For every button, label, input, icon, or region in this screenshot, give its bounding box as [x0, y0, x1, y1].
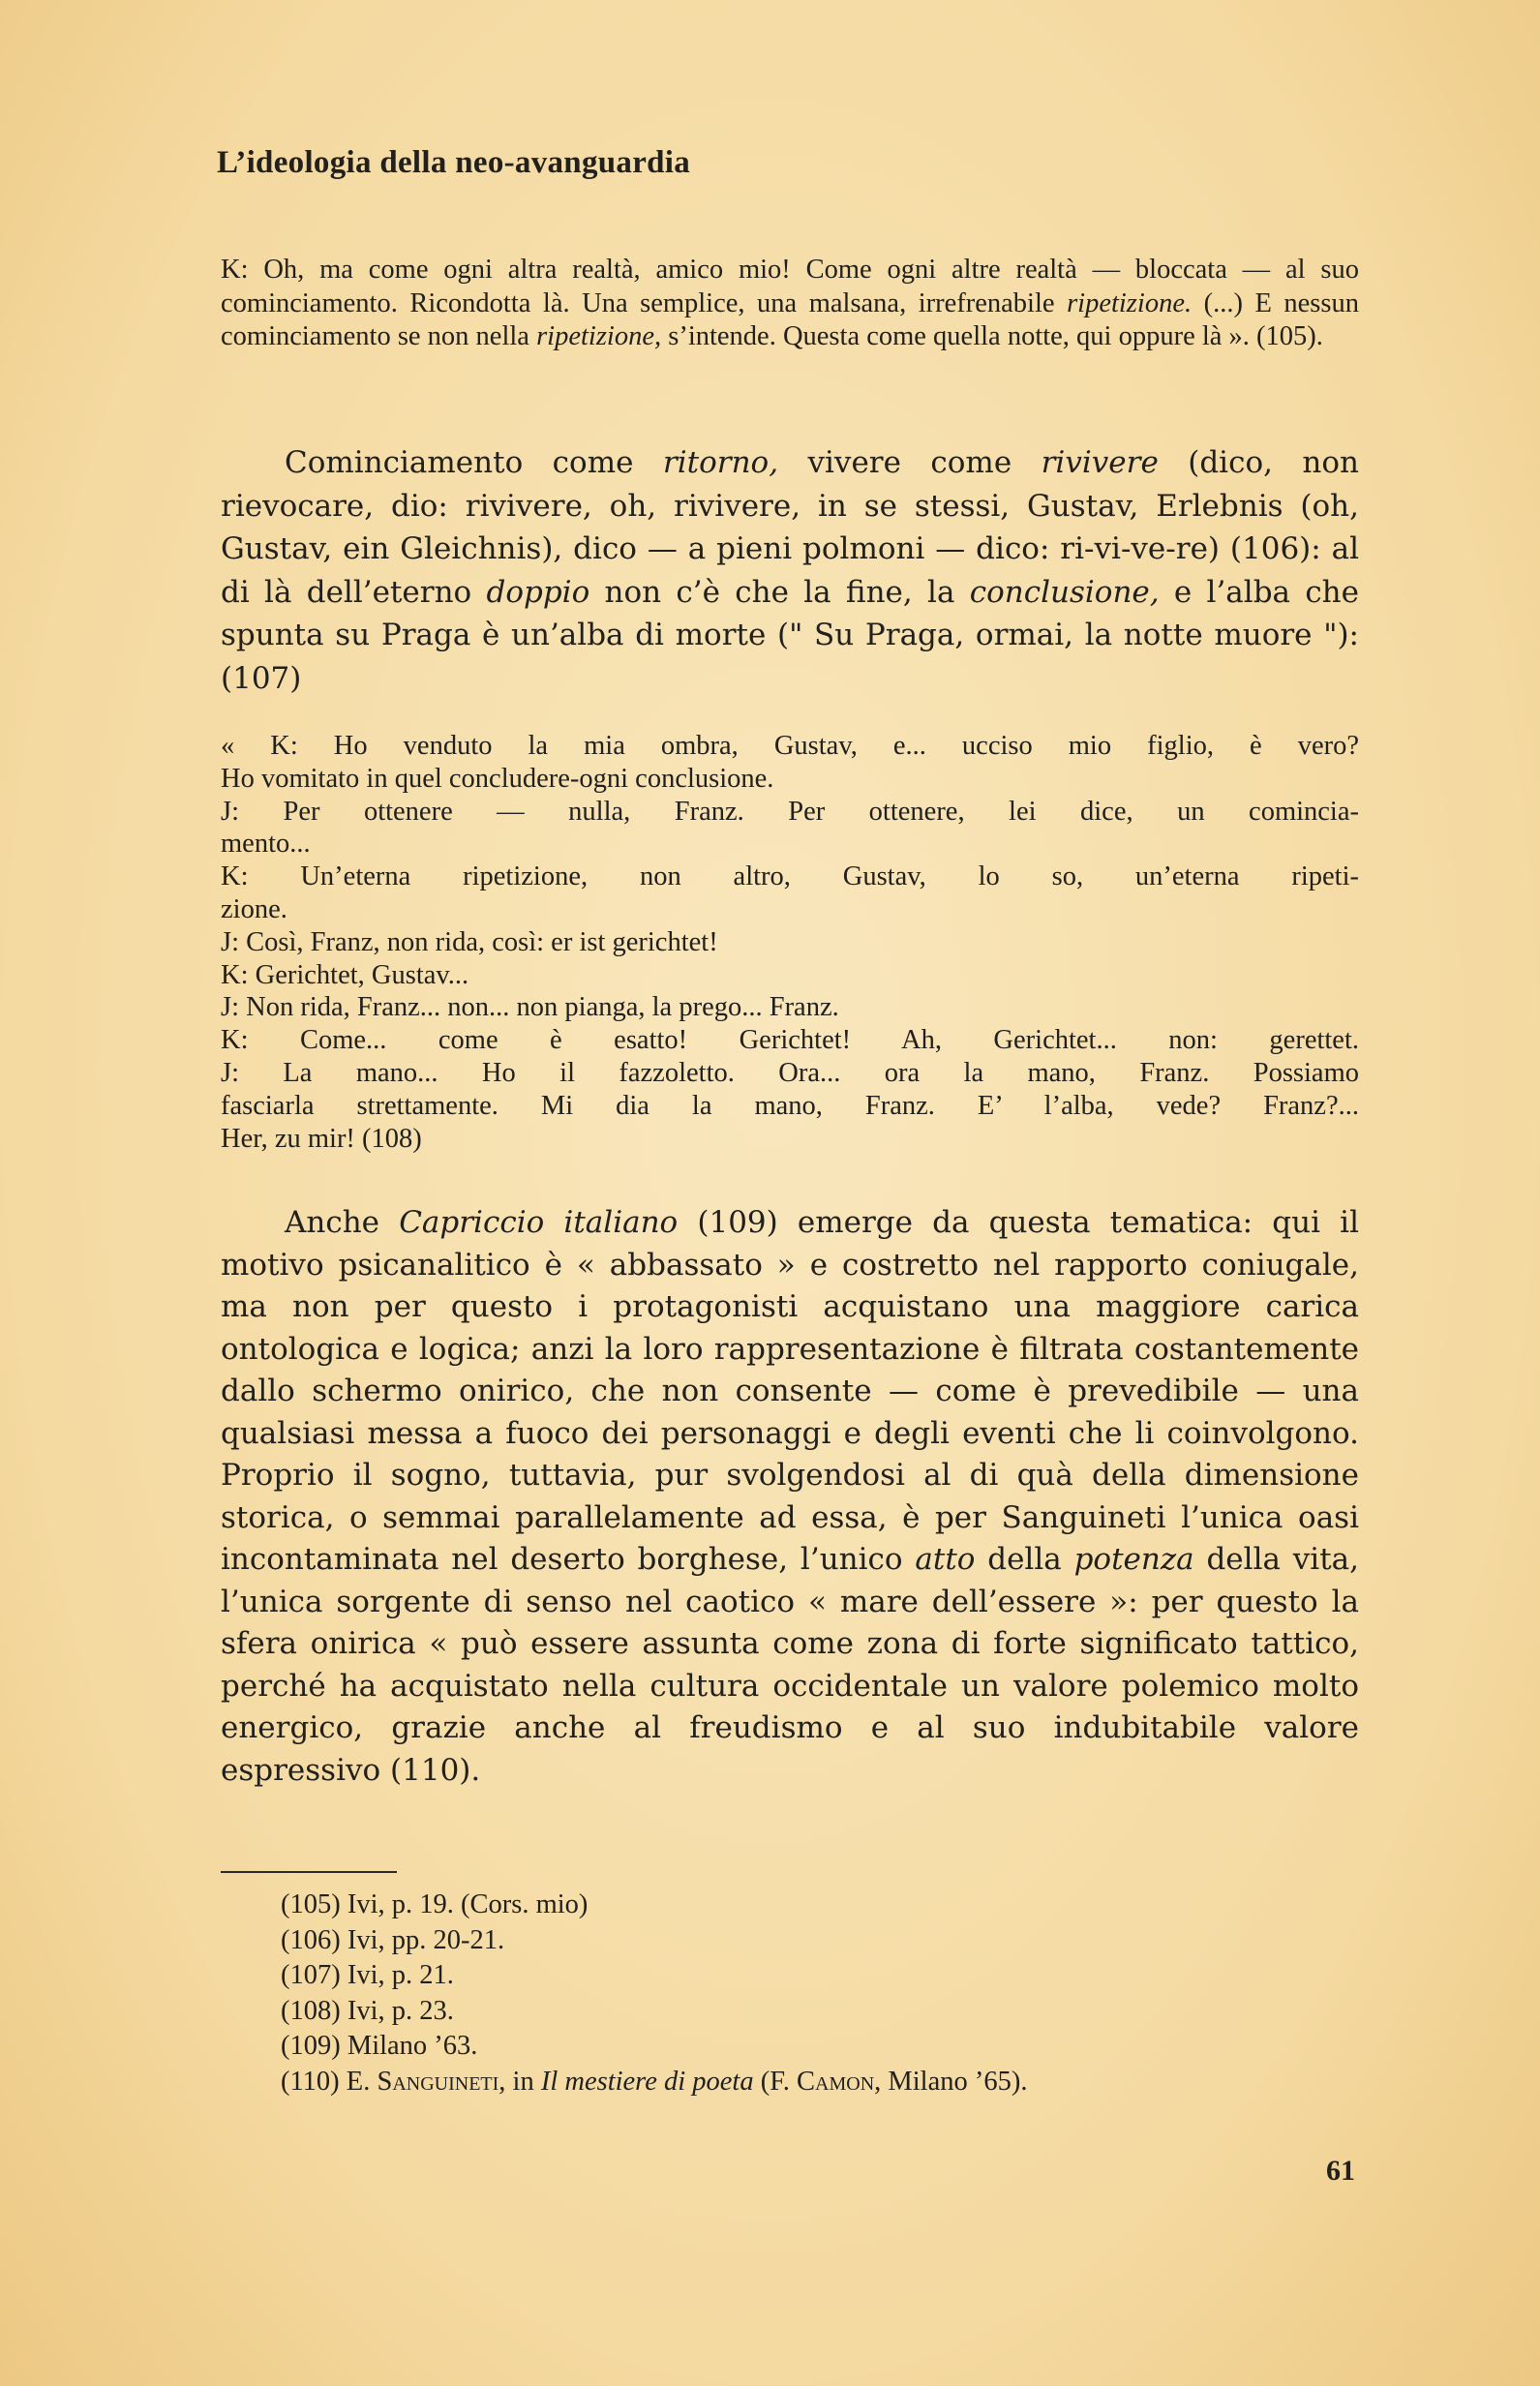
dialogue-line: « K: Ho venduto la mia ombra, Gustav, e... ucciso mio figlio, è vero? [221, 731, 1359, 761]
dialogue-line: Her, zu mir! (108) [221, 1123, 422, 1154]
dialogue-line: K: Un’eterna ripetizione, non altro, Gustav, lo so, un’eterna ripeti- [221, 861, 1359, 892]
page-number: 61 [1326, 2155, 1355, 2187]
footnote: (106) Ivi, pp. 20-21. [281, 1924, 505, 1955]
block-quote-1: K: Oh, ma come ogni altra realtà, amico mio! Come ogni altre realtà — bloccata — al suo cominciamento. Ricondotta là. Una semplice, una malsana, irrefrenabile ripetizione. (...) E nessun cominciamento se non nella ripetizione, s’intende. Questa come quella notte, qui oppure là ». (105). [221, 255, 1359, 351]
dialogue-line: J: Per ottenere — nulla, Franz. Per ottenere, lei dice, un comincia- [221, 796, 1359, 827]
footnote: (105) Ivi, p. 19. (Cors. mio) [281, 1889, 589, 1919]
dialogue-line: J: La mano... Ho il fazzoletto. Ora... ora la mano, Franz. Possiamo [221, 1057, 1359, 1088]
footnote: (110) E. Sanguineti, in Il mestiere di poeta (F. Camon, Milano ’65). [281, 2066, 1028, 2097]
dialogue-line: J: Non rida, Franz... non... non pianga, la prego... Franz. [221, 992, 839, 1023]
dialogue-line: K: Gerichtet, Gustav... [221, 959, 469, 990]
dialogue-line: K: Come... come è esatto! Gerichtet! Ah, Gerichtet... non: gerettet. [221, 1025, 1359, 1056]
block-quote-2 [221, 730, 1359, 1155]
dialogue-line: Ho vomitato in quel concludere-ogni conclusione. [221, 763, 774, 794]
footnote-separator [221, 1871, 397, 1873]
dialogue-line: zione. [221, 893, 287, 924]
footnotes [281, 1888, 1365, 2099]
running-head: L’ideologia della neo-avanguardia [217, 145, 691, 180]
footnote: (107) Ivi, p. 21. [281, 1960, 454, 1990]
dialogue-line: fasciarla strettamente. Mi dia la mano, Franz. E’ l’alba, vede? Franz?... [221, 1090, 1359, 1121]
dialogue-line: mento... [221, 829, 311, 860]
footnote: (109) Milano ’63. [281, 2031, 478, 2061]
paragraph-2: Anche Capriccio italiano (109) emerge da questa tematica: qui il motivo psicanalitico è « abbassato » e costretto nel rapporto coniugale, ma non per questo i protagonisti acquistano una maggiore carica ontologica e logica; anzi la loro rappresentazione è filtrata costantemente dallo schermo onirico, che non consente — come è prevedibile — una qualsiasi messa a fuoco dei personaggi e degli eventi che li coinvolgono. Proprio il sogno, tuttavia, pur svolgendosi al di quà della dimensione storica, o semmai parallelamente ad essa, è per Sanguineti l’unica oasi incontaminata nel deserto borghese, l’unico atto della potenza della vita, l’unica sorgente di senso nel caotico « mare dell’essere »: per questo la sfera onirica « può essere assunta come zona di forte significato tattico, perché ha acquistato nella cultura occidentale un valore polemico molto energico, grazie anche al freudismo e al suo indubitabile valore espressivo (110). [221, 1205, 1359, 1788]
dialogue-line: J: Così, Franz, non rida, così: er ist gerichtet! [221, 926, 718, 957]
paragraph-1: Cominciamento come ritorno, vivere come rivivere (dico, non rievocare, dio: rivivere, oh, rivivere, in se stessi, Gustav, Erlebnis (oh, Gustav, ein Gleichnis), dico — a pieni polmoni — dico: ri-vi-ve-re) (106): al di là dell’eterno doppio non c’è che la fine, la conclusione, e l’alba che spunta su Praga è un’alba di morte (" Su Praga, ormai, la notte muore "): (107) [221, 445, 1360, 696]
footnote: (108) Ivi, p. 23. [281, 1995, 454, 2026]
